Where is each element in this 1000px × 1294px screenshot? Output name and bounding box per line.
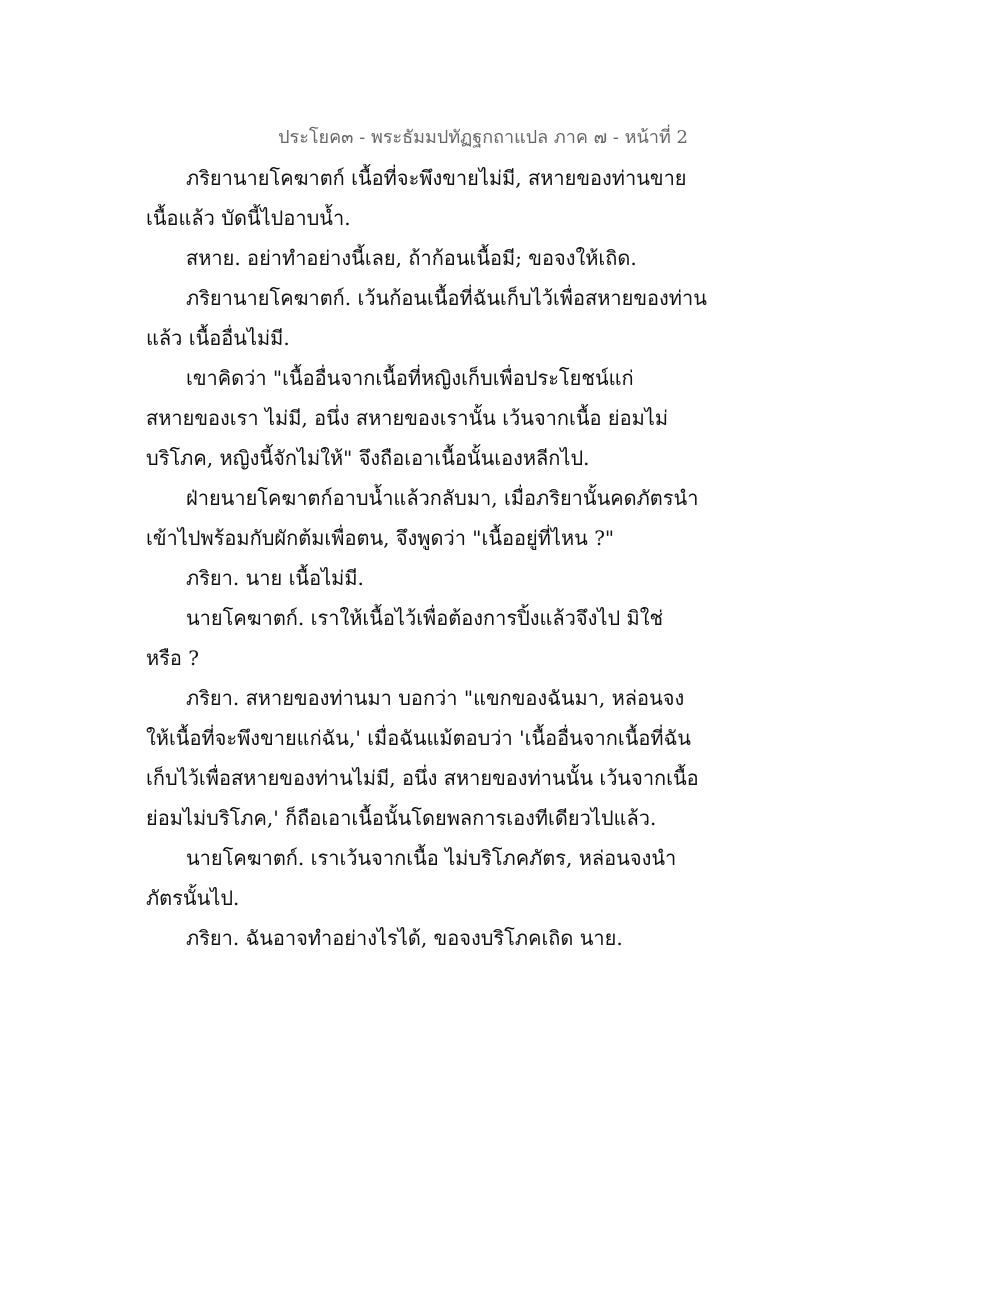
text-line: บริโภค, หญิงนี้จักไม่ให้" จึงถือเอาเนื้อนั้นเองหลีกไป. [146,446,590,470]
text-line: นายโคฆาตก์. เราเว้นจากเนื้อ ไม่บริโภคภัตร, หล่อนจงนำ [186,846,677,870]
text-line: แล้ว เนื้ออื่นไม่มี. [146,326,290,350]
text-line: ภริยานายโคฆาตก์. เว้นก้อนเนื้อที่ฉันเก็บไว้เพื่อสหายของท่าน [186,286,707,310]
text-line: เขาคิดว่า "เนื้ออื่นจากเนื้อที่หญิงเก็บเพื่อประโยชน์แก่ [186,366,634,390]
text-line: ภริยา. ฉันอาจทำอย่างไรได้, ขอจงบริโภคเถิด นาย. [186,926,623,950]
text-line: เก็บไว้เพื่อสหายของท่านไม่มี, อนึ่ง สหายของท่านนั้น เว้นจากเนื้อ [146,766,699,790]
body-text [146,158,706,958]
text-line: เข้าไปพร้อมกับผักต้มเพื่อตน, จึงพูดว่า "เนื้ออยู่ที่ไหน ?" [146,526,615,550]
text-line: ภริยา. สหายของท่านมา บอกว่า "แขกของฉันมา, หล่อนจง [186,686,685,710]
text-line: เนื้อแล้ว บัดนี้ไปอาบน้ำ. [146,206,351,230]
page-header: ประโยค๓ - พระธัมมปทัฏฐกถาแปล ภาค ๗ - หน้าที่ 2 [278,127,688,148]
text-line: สหาย. อย่าทำอย่างนี้เลย, ถ้าก้อนเนื้อมี; ขอจงให้เถิด. [186,246,637,270]
text-line: ฝ่ายนายโคฆาตก์อาบน้ำแล้วกลับมา, เมื่อภริยานั้นคดภัตรนำ [186,486,699,510]
text-line: ย่อมไม่บริโภค,' ก็ถือเอาเนื้อนั้นโดยพลการเองทีเดียวไปแล้ว. [146,806,657,830]
text-line: สหายของเรา ไม่มี, อนึ่ง สหายของเรานั้น เว้นจากเนื้อ ย่อมไม่ [146,406,669,430]
text-line: ภัตรนั้นไป. [146,886,240,910]
text-line: ภริยานายโคฆาตก์ เนื้อที่จะพึงขายไม่มี, สหายของท่านขาย [186,166,687,190]
text-line: หรือ ? [146,646,200,670]
text-line: ภริยา. นาย เนื้อไม่มี. [186,566,364,590]
text-line: ให้เนื้อที่จะพึงขายแก่ฉัน,' เมื่อฉันแม้ตอบว่า 'เนื้ออื่นจากเนื้อที่ฉัน [146,726,691,750]
text-line: นายโคฆาตก์. เราให้เนื้อไว้เพื่อต้องการปิ้งแล้วจึงไป มิใช่ [186,606,664,630]
